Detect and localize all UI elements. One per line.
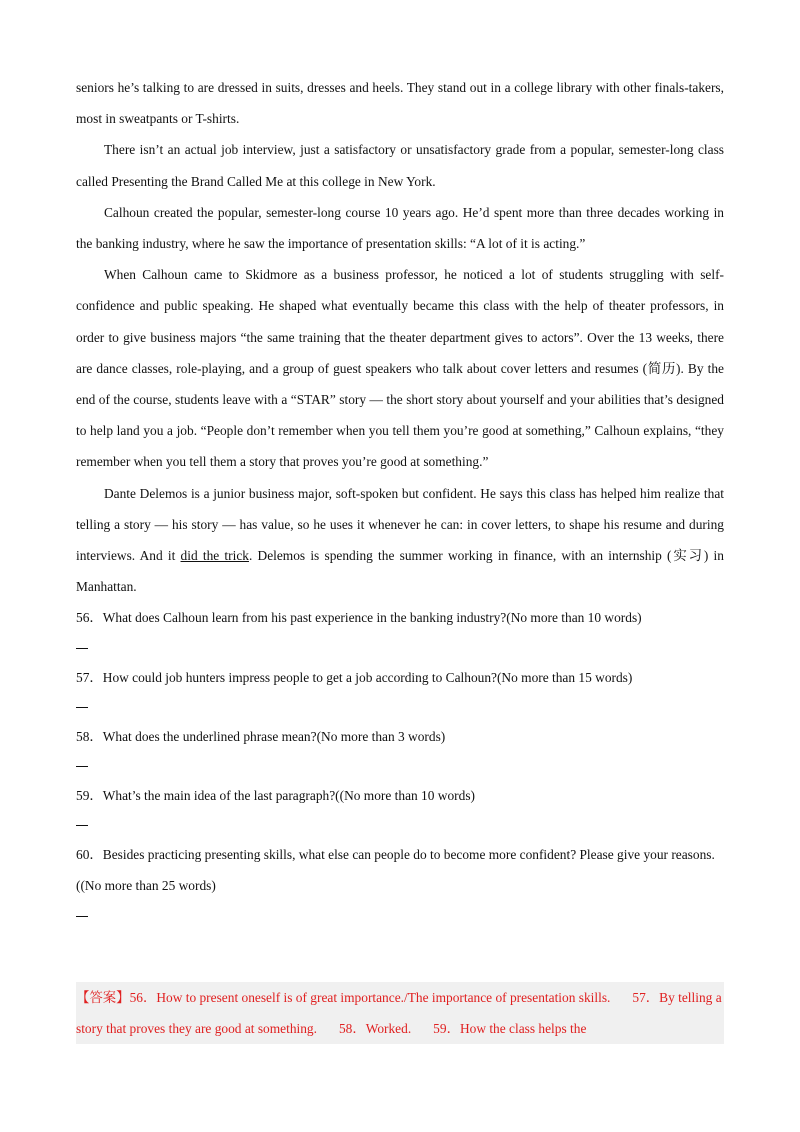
underlined-phrase: did the trick xyxy=(180,548,249,564)
answer-blank-57[interactable] xyxy=(76,693,724,721)
answer-label: 【答案】 xyxy=(76,990,130,1005)
answer-blank-60[interactable] xyxy=(76,902,724,930)
answer-59: 59．How the class helps the xyxy=(433,1021,587,1037)
paragraph-5-text-after: . Delemos is spending the summer working in finance, with an internship (实习) in Manhattan. xyxy=(76,548,724,595)
passage-paragraph-3: Calhoun created the popular, semester-long course 10 years ago. He’d spent more than three decades working in the banking industry, where he saw the importance of presentation skills: “A lot of it is acting.” xyxy=(76,204,724,252)
document-page xyxy=(76,72,724,930)
question-58: 58．What does the underlined phrase mean?(No more than 3 words) xyxy=(76,728,446,744)
answer-blank-59[interactable] xyxy=(76,811,724,839)
question-56: 56．What does Calhoun learn from his past experience in the banking industry?(No more than 10 words) xyxy=(76,610,642,626)
passage-paragraph-2: There isn’t an actual job interview, just a satisfactory or unsatisfactory grade from a popular, semester-long class called Presenting the Brand Called Me at this college in New York. xyxy=(76,142,724,189)
question-57: 57．How could job hunters impress people to get a job according to Calhoun?(No more than 15 words) xyxy=(76,669,633,685)
question-59: 59．What’s the main idea of the last paragraph?((No more than 10 words) xyxy=(76,788,475,804)
passage-paragraph-5 xyxy=(76,478,724,603)
passage-paragraph-1: seniors he’s talking to are dressed in suits, dresses and heels. They stand out in a college library with other finals-takers, most in sweatpants or T-shirts. xyxy=(76,80,724,127)
answer-57: 57．By telling a story that proves they are good at something. xyxy=(76,990,722,1037)
paragraph-5-text-before: Dante Delemos is a junior business major, soft-spoken but confident. He says this class has helped him realize that telling a story — his story — has value, so he uses it whenever he can: in cover letters, to shape his resume and during interviews. And it xyxy=(76,485,724,564)
answer-56: 56．How to present oneself is of great importance./The importance of presentation skills. xyxy=(129,990,611,1005)
answer-blank-56[interactable] xyxy=(76,634,724,662)
question-60: 60．Besides practicing presenting skills, what else can people do to become more confident? Please give your reasons. ((No more than 25 words) xyxy=(76,847,715,894)
answer-58: 58．Worked. xyxy=(338,1021,412,1037)
answer-blank-58[interactable] xyxy=(76,752,724,780)
passage-paragraph-4: When Calhoun came to Skidmore as a business professor, he noticed a lot of students struggling with self-confidence and public speaking. He shaped what eventually became this class with the help of theater professors, in order to give business majors “the same training that the theater department gives to actors”. Over the 13 weeks, there are dance classes, role-playing, and a group of guest speakers who talk about cover letters and resumes (简历). By the end of the course, students leave with a “STAR” story — the short story about yourself and your abilities that’s designed to help land you a job. “People don’t remember when you tell them you’re good at something,” Calhoun explains, “they remember when you tell them a story that proves you’re good at something.” xyxy=(76,267,724,470)
answer-key xyxy=(76,982,724,1044)
